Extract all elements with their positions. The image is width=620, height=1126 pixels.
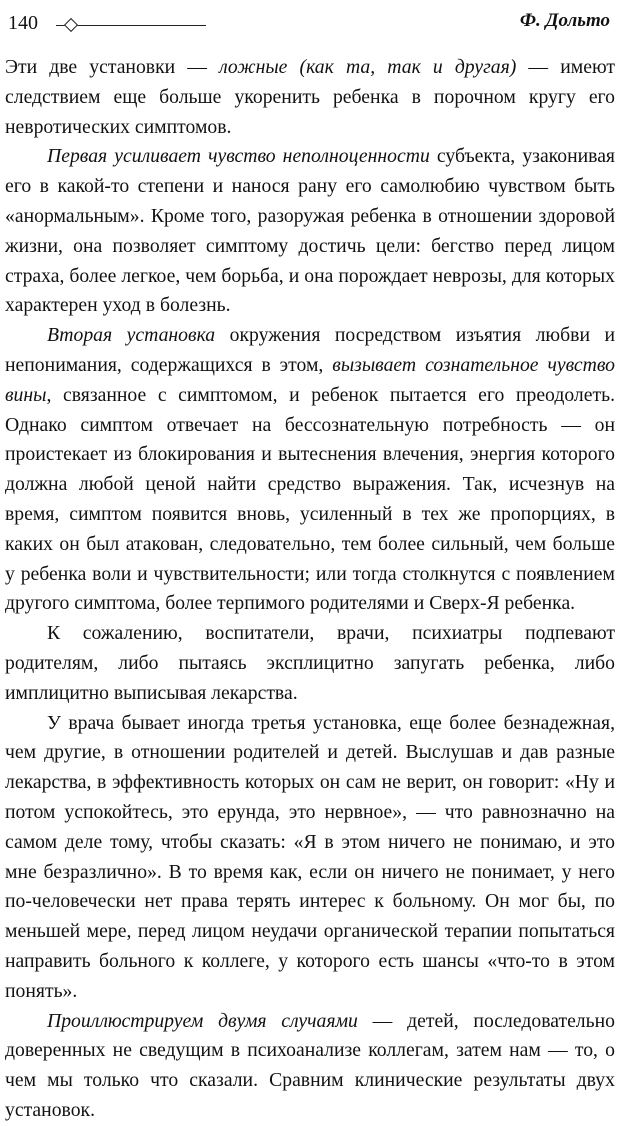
page-number: 140 bbox=[8, 12, 38, 34]
text-segment: У врача бывает иногда третья установка, еще более безнадежная, чем другие, в отношении родителей и детей. Выслушав и дав разные лекарства, в эффективность которых он сам не верит, он говорит: «Ну и потом успокойтесь, это ерунда, это нервное», — что равнозначно на самом деле тому, чтобы сказать: «Я в этом ничего не понимаю, и это мне безразлично». В то время как, если он ничего не понимает, у него по-человечески нет права терять интерес к больному. Он мог бы, по меньшей мере, перед лицом неудачи органической терапии попытаться направить больного к коллеге, у которого есть шансы «что-то в этом понять». bbox=[5, 711, 615, 1002]
text-segment: Эти две установки — bbox=[5, 56, 220, 78]
paragraph bbox=[5, 53, 615, 142]
running-head-author: Ф. Дольто bbox=[519, 10, 610, 31]
diamond-ornament-icon bbox=[64, 18, 78, 32]
body-text bbox=[5, 53, 615, 1126]
italic-segment: ложные (как та, так и другая) bbox=[219, 56, 517, 78]
paragraph bbox=[5, 1007, 615, 1126]
italic-segment: вызывает сознательное чувство вины bbox=[5, 353, 615, 406]
italic-segment: Первая усиливает чувство неполноценности bbox=[47, 145, 430, 168]
paragraph bbox=[5, 709, 615, 1007]
italic-segment: Вторая установка bbox=[47, 324, 216, 347]
header-rule bbox=[56, 25, 206, 26]
text-segment: — детей, последовательно доверенных не сведущим в психоанализе коллегам, затем нам — то, о чем мы только что сказали. Сравним клинические результаты двух установок. bbox=[5, 1009, 615, 1121]
text-segment: , связанное с симптомом, и ребенок пытается его преодолеть. Однако симптом отвечает на бессознательную потребность — он проистекает из блокирования и вытеснения влечения, энергия которого должна любой ценой найти средство выражения. Так, исчезнув на время, симптом появится вновь, усиленный в тех же пропорциях, в каких он был атакован, следовательно, тем более сильный, чем больше у ребенка воли и чувствительности; или тогда столкнутся с появлением другого симптома, более терпимого родителями и Сверх-Я ребенка. bbox=[5, 383, 615, 615]
text-segment: К сожалению, воспитатели, врачи, психиатры подпевают родителям, либо пытаясь эксплицитно запугать ребенка, либо имплицитно выписывая лекарства. bbox=[5, 622, 615, 704]
paragraph bbox=[5, 142, 615, 321]
text-segment: субъекта, узаконивая его в какой-то степени и нанося рану его самолюбию чувством быть «анормальным». Кроме того, разоружая ребенка в отношении здоровой жизни, она позволяет симптому достичь цели: бегство перед лицом страха, более легкое, чем борьба, и она порождает неврозы, для которых характерен уход в болезнь. bbox=[5, 145, 615, 317]
paragraph bbox=[5, 619, 615, 708]
text-segment: — имеют следствием еще больше укоренить ребенка в порочном кругу его невротических симптомов. bbox=[5, 56, 615, 138]
page-header bbox=[8, 8, 612, 38]
text-segment: окружения посредством изъятия любви и непонимания, содержащихся в этом, bbox=[5, 324, 615, 376]
italic-segment: Проиллюстрируем двумя случаями bbox=[47, 1009, 358, 1032]
paragraph bbox=[5, 321, 615, 619]
